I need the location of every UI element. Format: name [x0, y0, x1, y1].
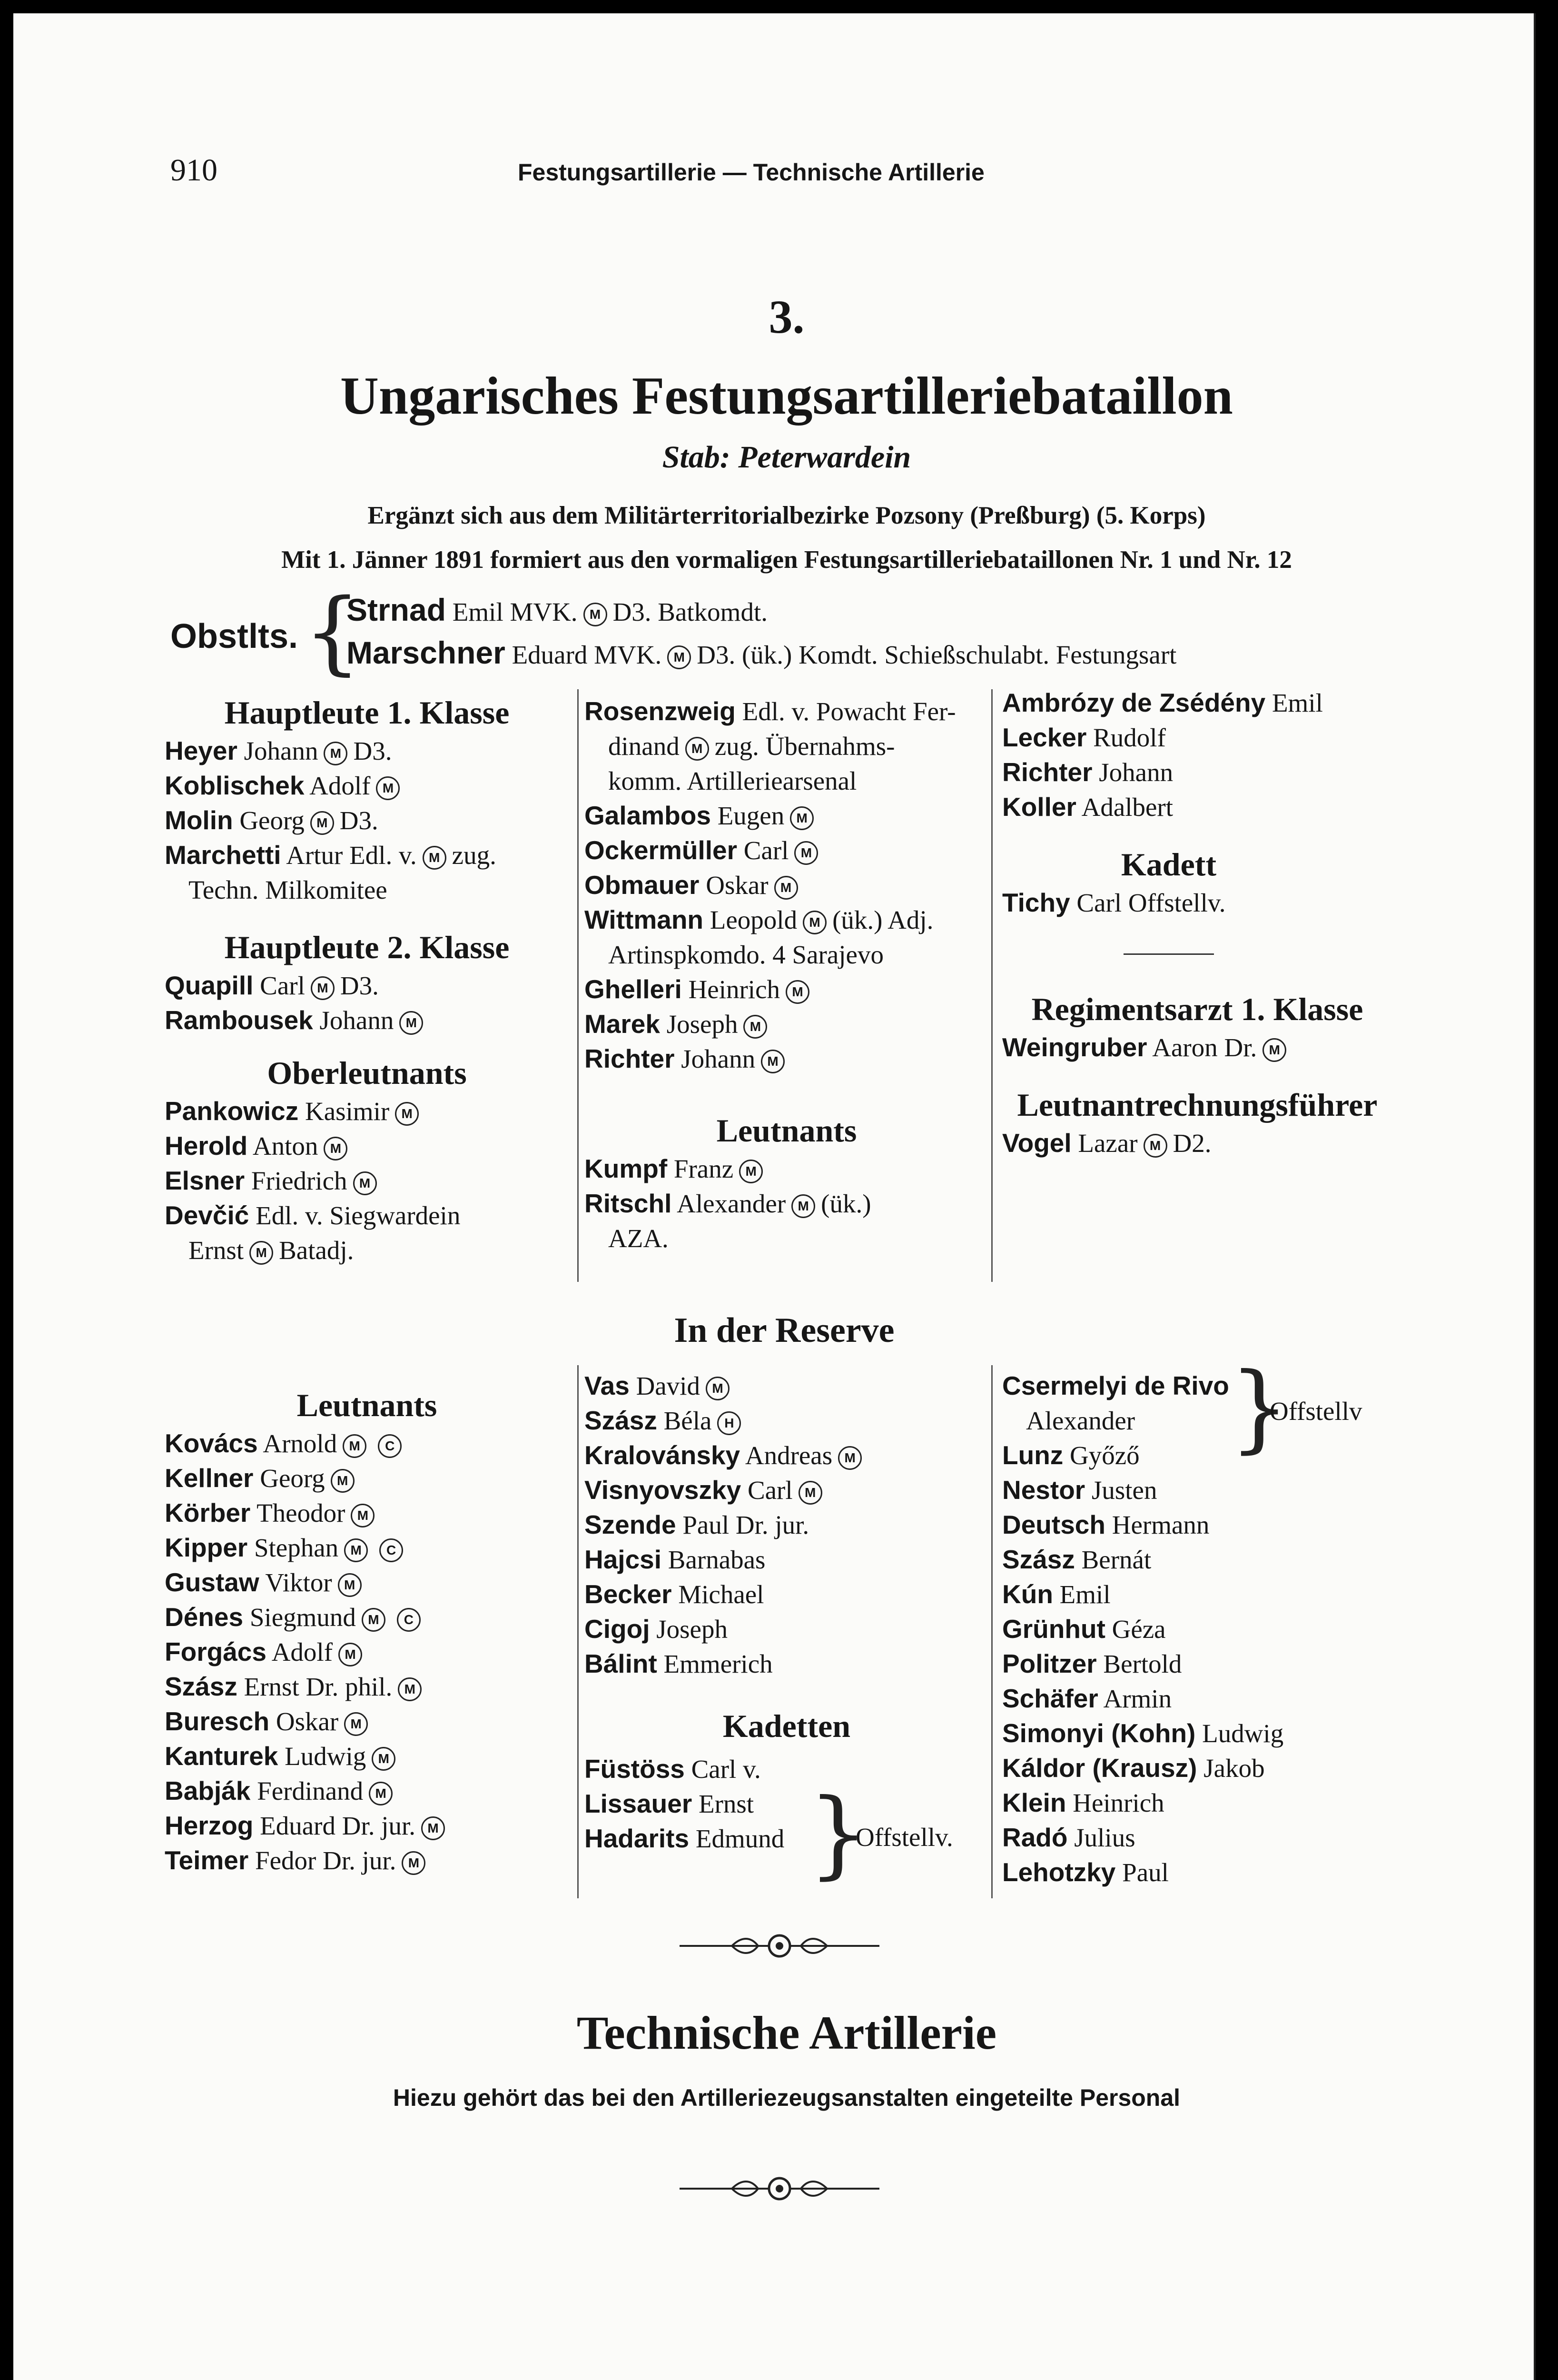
- badge-icon: M: [398, 1677, 422, 1701]
- list-item: Ritschl Alexander M (ük.): [584, 1189, 871, 1218]
- list-item: Pankowicz Kasimir M: [165, 1094, 569, 1129]
- unit-title: Ungarisches Festungsartilleriebataillon: [340, 367, 1233, 426]
- list-item: Galambos Eugen M: [584, 798, 989, 833]
- badge-icon: M: [803, 911, 827, 934]
- badge-icon: C: [397, 1608, 421, 1632]
- kadetten-note: Offstellv.: [856, 1823, 953, 1852]
- list-item: Kipper Stephan M C: [165, 1530, 569, 1565]
- badge-icon: M: [372, 1747, 395, 1771]
- list-item: Lehotzky Paul: [1002, 1857, 1169, 1887]
- list-item: Schäfer Armin: [1002, 1684, 1172, 1713]
- list-item: Politzer Bertold: [1002, 1649, 1182, 1678]
- badge-icon: M: [344, 1538, 368, 1562]
- list-item: Obmauer Oskar M: [584, 868, 989, 902]
- list-item: Elsner Friedrich M: [165, 1163, 569, 1198]
- badge-icon: M: [395, 1102, 419, 1126]
- reserve-title: In der Reserve: [674, 1311, 895, 1350]
- list-item: Kellner Georg M: [165, 1461, 569, 1496]
- obstlts-line-1: Strnad Emil MVK. M D3. Batkomdt.: [346, 592, 768, 627]
- list-item: Füstöss Carl v.: [584, 1754, 761, 1784]
- list-item: Molin Georg M D3.: [165, 805, 378, 835]
- list-item: Kanturek Ludwig M: [165, 1739, 569, 1774]
- list-item: Nestor Justen: [1002, 1475, 1157, 1505]
- badge-icon: M: [369, 1782, 393, 1805]
- obstlts-label: Obstlts.: [170, 617, 298, 655]
- obstlts-brace: {: [304, 579, 361, 684]
- column-2: [584, 694, 989, 1256]
- badge-icon: H: [717, 1411, 741, 1435]
- list-item-continued: dinand M zug. Übernahms-: [608, 732, 895, 761]
- short-rule: [1124, 953, 1214, 955]
- column-divider: [991, 689, 993, 1282]
- section-title: Leutnants: [296, 1387, 437, 1423]
- list-item: Lissauer Ernst: [584, 1789, 754, 1818]
- list-item: Koblischek Adolf M: [165, 768, 569, 803]
- badge-icon: M: [343, 1434, 366, 1458]
- list-item-continued: Ernst M Batadj.: [188, 1236, 354, 1265]
- badge-icon: C: [378, 1434, 402, 1458]
- list-item: Visnyovszky Carl M: [584, 1473, 989, 1507]
- obstlt-name: Strnad: [346, 592, 446, 627]
- section-title: Kadett: [1121, 846, 1217, 883]
- badge-icon: M: [311, 976, 335, 1000]
- badge-icon: M: [1262, 1038, 1286, 1062]
- badge-icon: M: [423, 846, 446, 870]
- badge-icon: M: [685, 737, 709, 761]
- technische-title: Technische Artillerie: [576, 2006, 997, 2059]
- unit-number: 3.: [769, 290, 805, 343]
- list-item: Gustaw Viktor M: [165, 1565, 569, 1600]
- list-item: Teimer Fedor Dr. jur. M: [165, 1843, 569, 1878]
- badge-icon: M: [324, 1137, 347, 1160]
- offstellv-note: Offstellv: [1270, 1397, 1362, 1426]
- list-item: Cigoj Joseph: [584, 1614, 728, 1644]
- ornament-divider: [680, 2172, 879, 2205]
- list-item: Herzog Eduard Dr. jur. M: [165, 1808, 569, 1843]
- badge-icon: M: [351, 1504, 375, 1527]
- list-item-continued: Techn. Milkomitee: [188, 875, 387, 904]
- badge-icon: M: [739, 1160, 763, 1183]
- list-item: Richter Johann M: [584, 1041, 989, 1076]
- badge-icon: M: [791, 1194, 815, 1218]
- list-item: Kún Emil: [1002, 1579, 1111, 1609]
- list-item: Marchetti Artur Edl. v. M zug.: [165, 840, 496, 870]
- list-item: Richter Johann: [1002, 757, 1173, 787]
- list-item-continued: Artinspkomdo. 4 Sarajevo: [608, 940, 884, 969]
- badge-icon: M: [399, 1011, 423, 1035]
- list-item: Szász Béla H: [584, 1403, 989, 1438]
- badge-icon: M: [324, 742, 347, 765]
- list-item: Bálint Emmerich: [584, 1649, 773, 1678]
- list-item: Kovács Arnold M C: [165, 1426, 569, 1461]
- section-title: Oberleutnants: [267, 1055, 467, 1091]
- list-item: Devčić Edl. v. Siegwardein: [165, 1200, 461, 1230]
- list-item: Weingruber Aaron Dr. M: [1002, 1030, 1526, 1065]
- section-title: Hauptleute 1. Klasse: [224, 694, 510, 731]
- list-item: Szende Paul Dr. jur.: [584, 1510, 809, 1539]
- list-item: Babják Ferdinand M: [165, 1774, 569, 1808]
- running-title: Festungsartillerie — Technische Artillerie: [518, 159, 985, 186]
- section-title: Regimentsarzt 1. Klasse: [1031, 991, 1363, 1027]
- list-item: Hadarits Edmund: [584, 1824, 785, 1853]
- ornament-divider: [680, 1929, 879, 1963]
- list-item: Deutsch Hermann: [1002, 1510, 1210, 1539]
- technische-subtitle: Hiezu gehört das bei den Artilleriezeugsanstalten eingeteilte Personal: [393, 2084, 1181, 2111]
- list-item-continued: komm. Artilleriearsenal: [608, 766, 857, 795]
- list-item: Szász Ernst Dr. phil. M: [165, 1669, 569, 1704]
- column-divider: [577, 689, 579, 1282]
- list-item: Dénes Siegmund M C: [165, 1600, 569, 1635]
- list-item: Rambousek Johann M: [165, 1003, 569, 1038]
- list-item: Forgács Adolf M: [165, 1635, 569, 1669]
- list-item: Tichy Carl Offstellv.: [1002, 888, 1226, 917]
- badge-icon: M: [344, 1712, 368, 1736]
- obstlts-line-2: Marschner Eduard MVK. M D3. (ük.) Komdt. Schießschulabt. Festungsart: [346, 635, 1177, 670]
- section-title: Kadetten: [722, 1708, 851, 1744]
- list-item: Radó Julius: [1002, 1823, 1135, 1852]
- offstellv-brace: }: [1229, 1352, 1290, 1463]
- badge-icon: M: [310, 811, 334, 835]
- list-item-continued: Alexander: [1026, 1406, 1135, 1435]
- list-item: Koller Adalbert: [1002, 792, 1173, 822]
- list-item: Simonyi (Kohn) Ludwig: [1002, 1718, 1284, 1748]
- badge-icon: M: [402, 1851, 425, 1875]
- badge-icon: M: [583, 603, 607, 626]
- list-item: Káldor (Krausz) Jakob: [1002, 1753, 1265, 1783]
- list-item: Csermelyi de Rivo: [1002, 1371, 1229, 1400]
- list-item: Vogel Lazar M D2.: [1002, 1128, 1212, 1158]
- document-page: [13, 13, 1536, 2380]
- list-item: Buresch Oskar M: [165, 1704, 569, 1739]
- badge-icon: M: [706, 1377, 730, 1400]
- list-item: Grünhut Géza: [1002, 1614, 1166, 1644]
- list-item: Becker Michael: [584, 1579, 764, 1609]
- badge-icon: M: [249, 1241, 273, 1265]
- list-item: Szász Bernát: [1002, 1545, 1152, 1574]
- page-number: 910: [170, 153, 217, 188]
- badge-icon: M: [362, 1608, 385, 1632]
- reserve-column-2: [584, 1368, 989, 1856]
- badge-icon: M: [794, 841, 818, 865]
- list-item: Körber Theodor M: [165, 1496, 569, 1530]
- unit-info-2: Mit 1. Jänner 1891 formiert aus den vormaligen Festungsartilleriebataillonen Nr. 1 und Nr. 12: [281, 546, 1292, 574]
- badge-icon: M: [338, 1573, 362, 1597]
- list-item: Vas David M: [584, 1368, 989, 1403]
- list-item: Heyer Johann M D3.: [165, 736, 392, 765]
- badge-icon: M: [774, 876, 798, 900]
- list-item: Hajcsi Barnabas: [584, 1545, 766, 1574]
- badge-icon: M: [786, 980, 809, 1004]
- badge-icon: M: [667, 645, 691, 669]
- obstlt-name: Marschner: [346, 635, 505, 670]
- badge-icon: M: [743, 1015, 767, 1039]
- list-item: Ambrózy de Zsédény Emil: [1002, 688, 1323, 717]
- badge-icon: C: [379, 1538, 403, 1562]
- badge-icon: M: [1144, 1134, 1167, 1158]
- list-item: Wittmann Leopold M (ük.) Adj.: [584, 905, 934, 934]
- badge-icon: M: [790, 806, 814, 830]
- list-item: Kralovánsky Andreas M: [584, 1438, 989, 1473]
- list-item: Klein Heinrich: [1002, 1788, 1164, 1817]
- column-1: [165, 692, 569, 1268]
- column-divider: [577, 1365, 579, 1898]
- reserve-column-1: [165, 1384, 569, 1878]
- column-3: [1002, 685, 1526, 1160]
- badge-icon: M: [421, 1816, 445, 1840]
- list-item: Rosenzweig Edl. v. Powacht Fer-: [584, 696, 956, 726]
- badge-icon: M: [353, 1171, 377, 1195]
- badge-icon: M: [338, 1643, 362, 1666]
- list-item: Lecker Rudolf: [1002, 723, 1166, 752]
- column-divider: [991, 1365, 993, 1898]
- section-title: Hauptleute 2. Klasse: [224, 929, 510, 965]
- list-item: Lunz Győző: [1002, 1440, 1140, 1470]
- list-item: Ockermüller Carl M: [584, 833, 989, 868]
- list-item: Kumpf Franz M: [584, 1151, 989, 1186]
- list-item-continued: AZA.: [608, 1224, 669, 1253]
- list-item: Ghelleri Heinrich M: [584, 972, 989, 1007]
- section-title: Leutnants: [716, 1112, 857, 1149]
- list-item: Herold Anton M: [165, 1129, 569, 1163]
- badge-icon: M: [799, 1481, 822, 1505]
- section-title: Leutnantrechnungsführer: [1017, 1087, 1378, 1123]
- kadetten-brace: }: [808, 1778, 869, 1889]
- unit-stab: Stab: Peterwardein: [662, 440, 911, 475]
- unit-info-1: Ergänzt sich aus dem Militärterritorialbezirke Pozsony (Preßburg) (5. Korps): [367, 502, 1206, 529]
- badge-icon: M: [376, 776, 400, 800]
- list-item: Quapill Carl M D3.: [165, 971, 379, 1000]
- badge-icon: M: [761, 1050, 785, 1073]
- badge-icon: M: [838, 1446, 862, 1470]
- list-item: Marek Joseph M: [584, 1007, 989, 1041]
- badge-icon: M: [331, 1469, 355, 1493]
